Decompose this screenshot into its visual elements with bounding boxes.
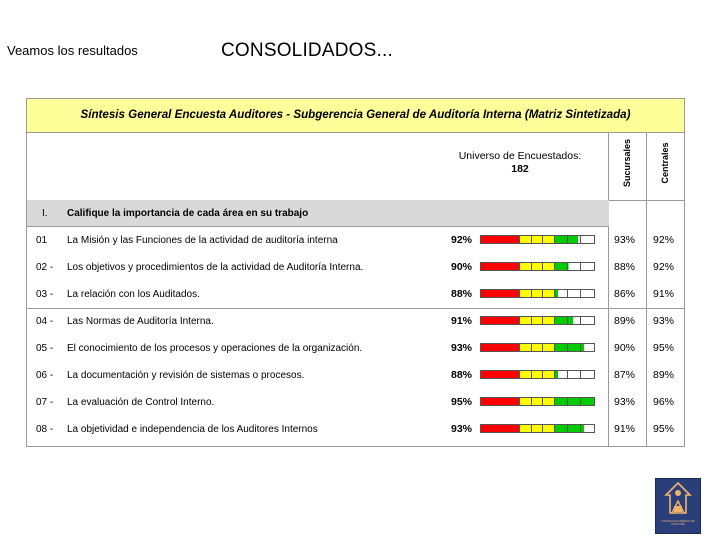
row-overall-percent: 91% <box>451 315 473 327</box>
institution-logo <box>655 478 701 534</box>
row-number: 02 - <box>36 262 54 273</box>
row-question: La Misión y las Funciones de la actividad de auditoría interna <box>67 235 338 246</box>
section-number: I. <box>42 208 48 219</box>
column-header-centrales: Centrales <box>660 142 670 184</box>
universe-count: 182 <box>511 163 529 175</box>
score-bar-segment <box>543 398 555 405</box>
score-bar-segment <box>581 425 594 432</box>
score-bar-segment <box>532 425 544 432</box>
row-sucursales-percent: 89% <box>614 315 636 327</box>
score-bar-segment <box>532 317 544 324</box>
score-bar-segment <box>520 317 532 324</box>
score-bar-segment <box>581 371 594 378</box>
score-bar-segment <box>520 236 532 243</box>
score-bar-segment <box>568 371 581 378</box>
score-bar-segment <box>481 263 520 270</box>
score-bar-segment <box>481 425 520 432</box>
row-number: 08 - <box>36 424 54 435</box>
score-bar-segment <box>568 317 581 324</box>
score-bar-segment <box>481 398 520 405</box>
score-bar-segment <box>543 317 555 324</box>
score-bar <box>480 397 595 406</box>
row-question: La evaluación de Control Interno. <box>67 397 215 408</box>
row-overall-percent: 93% <box>451 342 473 354</box>
score-bar-segment <box>555 290 568 297</box>
row-sucursales-percent: 93% <box>614 234 636 246</box>
score-bar-segment <box>555 371 568 378</box>
row-number: 05 - <box>36 343 54 354</box>
score-bar-segment <box>555 425 568 432</box>
row-sucursales-percent: 88% <box>614 261 636 273</box>
score-bar-segment <box>581 290 594 297</box>
row-number: 04 - <box>36 316 54 327</box>
score-bar-segment <box>581 263 594 270</box>
score-bar-segment <box>481 344 520 351</box>
row-question: La objetividad e independencia de los Auditores Internos <box>67 424 318 435</box>
row-centrales-percent: 89% <box>653 369 675 381</box>
score-bar-segment <box>555 344 568 351</box>
universe-block <box>445 150 595 176</box>
row-centrales-percent: 92% <box>653 261 675 273</box>
row-sucursales-percent: 86% <box>614 288 636 300</box>
score-bar-segment <box>543 425 555 432</box>
score-bar-segment <box>581 398 594 405</box>
score-bar-segment <box>581 317 594 324</box>
column-header-sucursales: Sucursales <box>622 138 632 188</box>
score-bar <box>480 424 595 433</box>
score-bar-segment <box>520 290 532 297</box>
row-question: La documentación y revisión de sistemas o procesos. <box>67 370 305 381</box>
table-row <box>27 254 684 281</box>
score-bar-segment <box>555 398 568 405</box>
score-bar-segment <box>481 236 520 243</box>
score-bar-segment <box>520 371 532 378</box>
row-centrales-percent: 96% <box>653 396 675 408</box>
row-overall-percent: 92% <box>451 234 473 246</box>
row-overall-percent: 90% <box>451 261 473 273</box>
table-row <box>27 227 684 254</box>
row-number: 07 - <box>36 397 54 408</box>
score-bar-segment <box>520 398 532 405</box>
score-bar <box>480 262 595 271</box>
score-bar <box>480 235 595 244</box>
score-bar-segment <box>481 317 520 324</box>
matrix-title: Síntesis General Encuesta Auditores - Subgerencia General de Auditoría Interna (Matriz Sintetizada) <box>27 99 684 133</box>
matrix-header <box>27 132 684 201</box>
institution-logo-icon <box>656 479 700 521</box>
row-overall-percent: 88% <box>451 288 473 300</box>
row-centrales-percent: 95% <box>653 342 675 354</box>
table-row <box>27 416 684 443</box>
score-bar-segment <box>555 236 568 243</box>
score-bar-segment <box>543 236 555 243</box>
score-bar-segment <box>520 263 532 270</box>
row-sucursales-percent: 91% <box>614 423 636 435</box>
logo-text: CONSEJO ACADÉMICO DE AUDITORÍA <box>661 520 695 526</box>
table-row <box>27 362 684 389</box>
score-bar-segment <box>532 263 544 270</box>
score-bar-segment <box>520 425 532 432</box>
score-bar-segment <box>581 236 594 243</box>
row-sucursales-percent: 93% <box>614 396 636 408</box>
score-bar-segment <box>568 398 581 405</box>
intro-text: Veamos los resultados <box>7 43 138 58</box>
score-bar <box>480 370 595 379</box>
universe-label: Universo de Encuestados: <box>458 150 582 162</box>
score-bar-segment <box>532 371 544 378</box>
row-centrales-percent: 95% <box>653 423 675 435</box>
row-question: La relación con los Auditados. <box>67 289 200 300</box>
section-label: Califique la importancia de cada área en su trabajo <box>67 208 309 219</box>
row-question: El conocimiento de los procesos y operaciones de la organización. <box>67 343 363 354</box>
score-bar-segment <box>555 317 568 324</box>
row-sucursales-percent: 90% <box>614 342 636 354</box>
score-bar-segment <box>543 263 555 270</box>
score-bar <box>480 316 595 325</box>
score-bar-segment <box>532 236 544 243</box>
row-centrales-percent: 92% <box>653 234 675 246</box>
score-bar-segment <box>520 344 532 351</box>
score-bar-segment <box>568 344 581 351</box>
score-bar <box>480 289 595 298</box>
row-group-separator <box>27 308 684 309</box>
row-overall-percent: 93% <box>451 423 473 435</box>
score-bar-segment <box>568 425 581 432</box>
score-bar-segment <box>568 290 581 297</box>
row-number: 03 - <box>36 289 54 300</box>
row-centrales-percent: 93% <box>653 315 675 327</box>
score-bar-segment <box>568 236 581 243</box>
score-bar-segment <box>532 344 544 351</box>
score-bar-segment <box>481 371 520 378</box>
row-number: 06 - <box>36 370 54 381</box>
table-row <box>27 389 684 416</box>
score-bar-segment <box>581 344 594 351</box>
score-bar-segment <box>543 344 555 351</box>
row-sucursales-percent: 87% <box>614 369 636 381</box>
synthesis-matrix <box>26 98 685 447</box>
section-header <box>27 200 609 227</box>
page-heading: CONSOLIDADOS... <box>221 40 393 61</box>
row-overall-percent: 95% <box>451 396 473 408</box>
score-bar-segment <box>568 263 581 270</box>
row-number: 01 <box>36 235 48 246</box>
row-overall-percent: 88% <box>451 369 473 381</box>
row-centrales-percent: 91% <box>653 288 675 300</box>
table-row <box>27 308 684 335</box>
score-bar-segment <box>532 290 544 297</box>
score-bar-segment <box>555 263 568 270</box>
row-question: Los objetivos y procedimientos de la actividad de Auditoría Interna. <box>67 262 364 273</box>
score-bar-segment <box>532 398 544 405</box>
table-row <box>27 281 684 308</box>
score-bar-segment <box>543 290 555 297</box>
table-row <box>27 335 684 362</box>
score-bar-segment <box>481 290 520 297</box>
score-bar-segment <box>543 371 555 378</box>
score-bar <box>480 343 595 352</box>
row-question: Las Normas de Auditoría Interna. <box>67 316 214 327</box>
